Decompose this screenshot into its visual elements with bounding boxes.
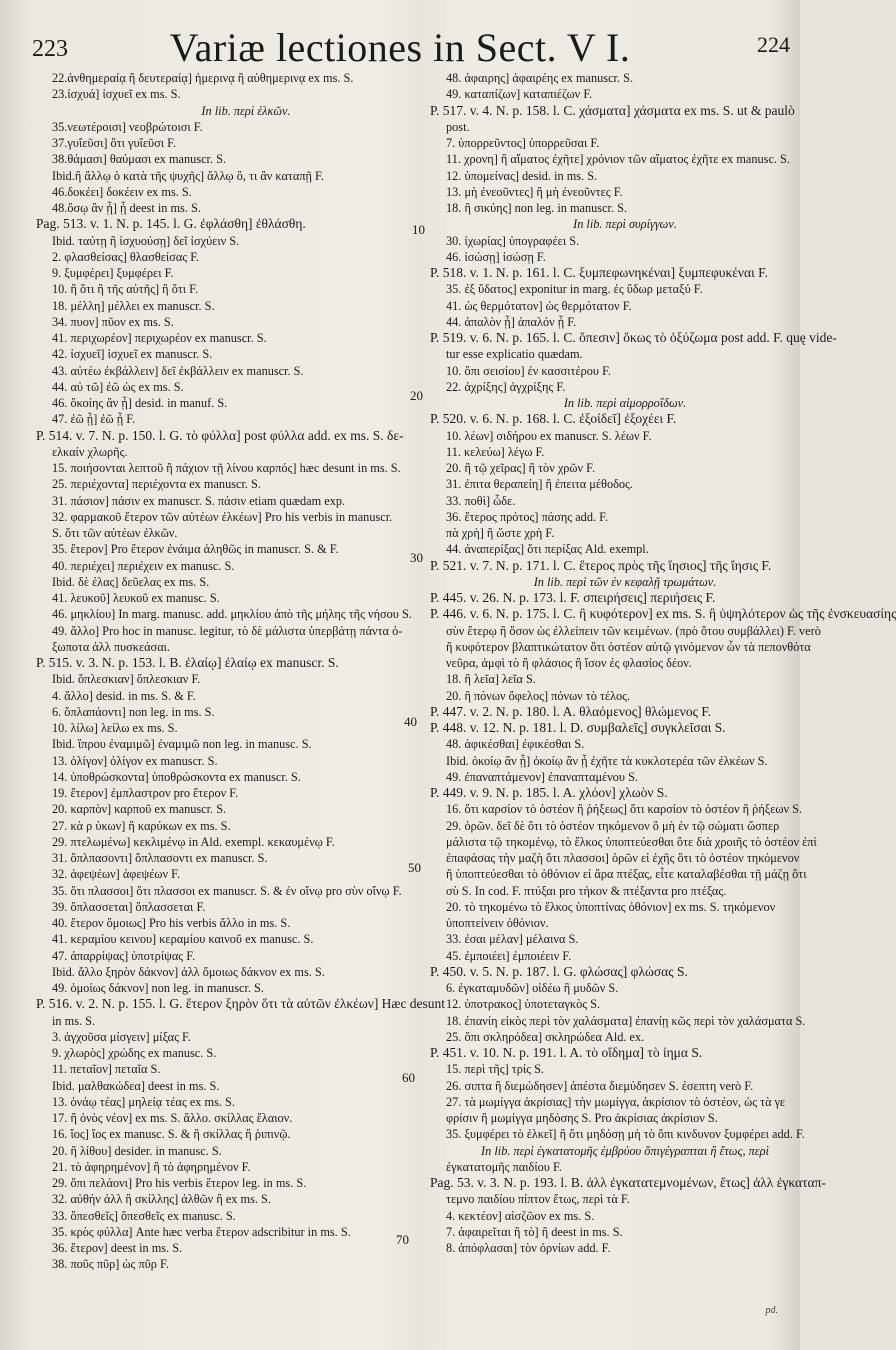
text-line: 12. ὑπομείνας] desid. in ms. S. xyxy=(446,168,598,183)
text-line: 42. ἰσχυεῖ] ἰσχυεῖ ex manuscr. S. xyxy=(52,347,213,362)
text-line: Ibid. ἵπρου ἐναμιμῶ] ἐναμιμῶ non leg. in manusc. S. xyxy=(52,737,312,752)
text-line: 39. ὅπλασσεται] ὅπλασσεται F. xyxy=(52,899,206,914)
text-line: 36. ἕτερος πρότος] πάσης add. F. xyxy=(446,509,609,524)
text-line: 36. ἕτερον] deest in ms. S. xyxy=(52,1241,183,1255)
text-line: 48.ὅσῳ ἂν ᾖ] ᾖ deest in ms. S. xyxy=(52,201,201,215)
text-line: 11. χρονη] ἢ αἵματος ἐχῆτε] χρόνιον τῶν αἵματος ἐχῆτε ex manusc. S. xyxy=(446,152,790,167)
text-line: 46. μηκλίου] In marg. manusc. add. μηκλίου ἀπὸ τῆς μήλης τῆς νήσου S. xyxy=(52,607,412,622)
text-line: P. 451. v. 10. N. p. 191. l. A. τὸ οἴδημα] τὸ ἰημα S. xyxy=(430,1045,703,1060)
page-number-right: 224 xyxy=(757,32,790,57)
text-line: 26. σιπτα ἢ διεμώδησεν] ἀπέστα διεμύδησεν S. ἐσεπτη verò F. xyxy=(446,1078,754,1093)
margin-line-number: 50 xyxy=(408,860,421,875)
text-line: 29. ὅπι πελάονι] Pro his verbis ἕτερον leg. in ms. S. xyxy=(52,1176,307,1190)
text-line: νεῦρα, ἀμφὶ τὸ ἢ φλάσιος ἢ ἴσον ἐς φλασίος δέον. xyxy=(446,656,692,670)
text-line: Ibid. ὁκοίῳ ἂν ᾖ] ὁκοίῳ ἂν ᾖ ἐχῆτε τὰ κυκλοτερέα τῶν ἐλκέων S. xyxy=(446,753,768,768)
text-line: P. 447. v. 2. N. p. 180. l. A. θλαόμενος] θλώμενος F. xyxy=(430,703,712,719)
text-line: 18. ἐπανίη εἰκὸς περὶ τὸν χαλάσματα] ἐπανίῃ κῶς περὶ τὸν χαλάσματα S. xyxy=(446,1013,806,1028)
text-line: 18. μέλλη] μέλλει ex manuscr. S. xyxy=(52,298,215,313)
text-line: 49. ὁμοίως δάκνον] non leg. in manuscr. S. xyxy=(52,981,264,995)
page-header xyxy=(0,14,800,70)
text-line: 35. ἐξ ὕδατος] exponitur in marg. ἐς ὕδωρ μεταξύ F. xyxy=(446,282,703,297)
text-line: 48. ἀφαιρης] ἀφαιρέης ex manuscr. S. xyxy=(446,71,634,85)
text-line: 9. ξυμφέρει] ξυμφέρει F. xyxy=(52,266,174,280)
text-line: 44. ἀπαλὸν ᾖ] ἁπαλόν ᾖ F. xyxy=(446,314,577,329)
text-line: 27. κὰ ρ ὑκων] ἢ καρύκων ex ms. S. xyxy=(52,818,231,833)
text-line: 35.νεωτέροισι] νεοβρώτοισι F. xyxy=(52,119,203,134)
text-line: Ibid. μαλθακώδεα] deest in ms. S. xyxy=(52,1078,220,1093)
text-line: P. 446. v. 6. N. p. 175. l. C. ἢ κυφότερον] ex ms. S. ἢ ὑψηλότερον ὡς τῆς ἐνσκευασίης xyxy=(430,606,896,622)
text-line: in ms. S. xyxy=(52,1013,96,1028)
text-line: σὺ S. In cod. F. πτύξαι pro τήκον & πτέξαντα pro πτέξας. xyxy=(446,883,727,898)
text-line: 46. ὅκοίης ἂν ᾖ] desid. in manuf. S. xyxy=(52,396,228,410)
text-line: 29. ὁρῶν. δεῖ δὲ ὅτι τὸ ὀστέον τηκόμενον ὅ μὴ ἐν τῷ σώματι ὥσπερ xyxy=(446,818,780,833)
text-line: 7. ἀφαιρεῖται ἢ τὸ] ἢ deest in ms. S. xyxy=(446,1224,623,1239)
text-line: 35. κρὸς φύλλα] Ante hæc verba ἕτερον adscribitur in ms. S. xyxy=(52,1224,351,1239)
text-line: P. 449. v. 9. N. p. 185. l. A. χλόον] χλωὸν S. xyxy=(430,785,668,800)
text-line: P. 519. v. 6. N. p. 165. l. C. ὅπεσιν] ὅκως τὸ ὀξύζωμα post add. F. quę vide- xyxy=(430,330,837,345)
text-line: Pag. 53. v. 3. N. p. 193. l. B. ἀλλ ἐγκατατεμνομένων, ἔτως] ἀλλ ἐγκαταπ- xyxy=(430,1175,826,1190)
text-line: In lib. περὶ ἐγκατατομῆς ἐμβρύου ὅπιγέγραπται ἢ ἔτως, περὶ xyxy=(481,1143,769,1158)
text-line: 9. χλωρὸς] χρώδης ex manusc. S. xyxy=(52,1046,217,1060)
text-line: 13. μὴ ἐνεοῦντες] ἢ μὴ ἐνεοῦντες F. xyxy=(446,184,623,199)
text-line: 21. τὸ ἀφηρημένον] ἢ τὸ ἀφηρημένον F. xyxy=(52,1159,251,1174)
text-line: post. xyxy=(446,119,470,134)
text-line: 27. τὰ μωμίγγα ἀκρίσιας] τὴν μωμίγγα, ἀκρίσιον τὸ ὀστέον, ὡς τὰ γε xyxy=(446,1094,786,1109)
text-line: Ibid. ταύτῃ ἢ ἰσχυούσῃ] δεῖ ἰσχύειν S. xyxy=(52,233,240,248)
text-line: 31. πάσιον] πάσιν ex manuscr. S. πάσιν etiam quædam exp. xyxy=(52,493,346,508)
text-line: τεμνο παιδίου πίπτον ἔτως, περὶ τὰ F. xyxy=(446,1192,630,1207)
text-line: 33. ποθὶ] ὧδε. xyxy=(446,493,516,508)
text-line: 40. ἕτερον ὅμοιως] Pro his verbis ἄλλο in ms. S. xyxy=(52,916,291,930)
text-line: 20. ἢ πόνων ὄφελος] πόνων τὸ τέλος. xyxy=(446,688,631,703)
text-line: Ibid. ὅπλεσκιαν] ὅπλεσκιαν F. xyxy=(52,672,201,687)
text-line: 41. ὡς θερμότατον] ὡς θερμότατον F. xyxy=(446,298,632,313)
text-line: ξωποτα ἀλλ πυσκεάσαι. xyxy=(52,639,171,654)
text-line: 20. ἢ τῷ χεῖρας] ἢ τὸν χρῶν F. xyxy=(446,461,596,475)
margin-line-number: 30 xyxy=(410,550,423,565)
margin-line-number: 60 xyxy=(402,1070,415,1085)
text-line: 49. ἄλλο] Pro hoc in manusc. legitur, τὸ δὲ μάλιστα ὑπερβάτῃ πάντα ὀ- xyxy=(52,623,403,638)
text-line: 41. κεραμίου κεινου] κεραμίου καινοῦ ex manusc. S. xyxy=(52,932,314,947)
text-line: 29. πτελωμένω] κεκλιμένῳ in Ald. exempl. κεκαυμένῳ F. xyxy=(52,834,335,849)
text-line: P. 520. v. 6. N. p. 168. l. C. ἐξοίδεῖ] ἐξοχέει F. xyxy=(430,411,677,427)
text-line: 41. περιχωρέον] περιχωρέον ex manuscr. S. xyxy=(52,331,267,345)
text-line: 11. πεταῖον] πεταῖα S. xyxy=(52,1062,161,1077)
text-line: 10. ἢ ὅτι ἢ τῆς αὐτῆς] ἢ ὅτι F. xyxy=(52,282,199,297)
text-line: 18. ἢ σικύης] non leg. in manuscr. S. xyxy=(446,201,628,215)
text-line: 13. ὀλίγον] ὀλίγον ex manuscr. S. xyxy=(52,753,218,768)
text-line: 45. ἐμποιέει] ἐμποιέειν F. xyxy=(446,948,572,963)
text-line: ἢ κυφότερον βλαπτικώτατον ὅτι ὀστέον αὐτῷ γινόμενον ὧν τὰ πεπονθότα xyxy=(446,639,811,654)
text-line: Ibid. δὲ ἐλας] δεῦελας ex ms. S. xyxy=(52,574,210,589)
page-number-left: 223 xyxy=(32,36,68,62)
text-line: Ibid.ἢ ἄλλῳ ὁ κατὰ τῆς ψυχῆς] ἄλλῳ ὃ, τι ἂν καταπῇ F. xyxy=(52,168,324,183)
text-line: ελκαίν χλωρῆς. xyxy=(52,444,128,459)
text-line: In lib. περὶ ἑλκῶν. xyxy=(201,103,291,118)
text-line: In lib. περὶ αἱμορροΐδων. xyxy=(563,396,687,410)
text-line: 44. ἀναπερίξας] ὅτι περίξας Ald. exempl. xyxy=(446,542,649,557)
text-line: ἐγκατατομῆς παιδίου F. xyxy=(446,1159,562,1174)
text-line: 8. ἀπόφλασαι] τὸν ὀρνίων add. F. xyxy=(446,1241,611,1255)
margin-line-number: 40 xyxy=(404,714,417,729)
text-line: σὺν ἕτερῳ ἢ ὅσον ὡς ἐλλείπειν τῶν κειμένων. (πρὸ ὅτου συμβάλλει) F. verò xyxy=(446,623,821,638)
margin-line-number: 20 xyxy=(410,388,423,403)
text-line: 25. ὅπι σκληρόδεα] σκληρώδεα Ald. ex. xyxy=(446,1029,645,1044)
text-line: 32. αὐθήν ἀλλ ἢ σκίλλης] ἀλθῶν ἢ ex ms. S. xyxy=(52,1192,271,1207)
text-line: 22.ἀνθημεραίᾳ ἢ δευτεραίᾳ] ἡμερινᾳ ἢ αὐθημερινᾳ ex ms. S. xyxy=(52,71,354,85)
text-line: 6. ὅπλαπάοντι] non leg. in ms. S. xyxy=(52,704,215,719)
text-line: πὰ χρὴ] ἢ ὥστε χρὴ F. xyxy=(446,526,555,540)
text-line: 47. ἀπαρρίψας] ὑποτρίψας F. xyxy=(52,948,196,963)
text-line: 46. ἰσώσῃ] ἰσώσῃ F. xyxy=(446,249,546,264)
text-line: 34. πυον] πῦον ex ms. S. xyxy=(52,314,174,329)
text-line: P. 516. v. 2. N. p. 155. l. G. ἕτερον ξηρὸν ὅτι τὰ αὐτῶν ἐλκέων] Hæc desunt xyxy=(36,996,446,1012)
text-line: 20. ἢ λίθου] desider. in manusc. S. xyxy=(52,1143,222,1158)
text-line: 4. ἄλλο] desid. in ms. S. & F. xyxy=(52,688,196,703)
text-line: 25. περιέχοντα] περιέχοντα ex manuscr. S. xyxy=(52,477,261,492)
text-line: P. 518. v. 1. N. p. 161. l. C. ξυμπεφωνηκέναι] ξυμπεφυκέναι F. xyxy=(430,265,768,280)
margin-line-number: 70 xyxy=(396,1232,409,1247)
text-line: 41. λευκοῦ] λευκοῦ ex manusc. S. xyxy=(52,591,220,605)
text-line: 3. ἀγχοῦσα μίσγειν] μίξας F. xyxy=(52,1029,191,1044)
text-line: P. 515. v. 3. N. p. 153. l. B. ἐλαίῳ] ἐλαίῳ ex manuscr. S. xyxy=(36,655,339,670)
text-line: P. 517. v. 4. N. p. 158. l. C. χάσματα] χάσματα ex ms. S. ut & paulò xyxy=(430,102,795,118)
text-line: 14. ὑποθρώσκοντα] ὑποθρώσκοντα ex manuscr. S. xyxy=(52,769,301,784)
text-line: 35. ὅτι πλασσοι] ὅτι πλασσοι ex manuscr. S. & ἐν οἴνῳ pro σὺν οἴνῳ F. xyxy=(52,883,402,898)
text-line: 11. κελεύω] λέγω F. xyxy=(446,444,545,459)
text-line: 10. ὅπι σεισίου] ἐν κασσιτέρου F. xyxy=(446,363,612,378)
text-line: 37.γυΐεῦσι] ὅτι γυΐεῦσι F. xyxy=(52,136,177,150)
text-line: 20. καρπὸν] καρποῦ ex manuscr. S. xyxy=(52,802,227,817)
text-line: ὑποπτείνειν ὀθόνιον. xyxy=(446,916,549,930)
text-line: ἐπαφάσας τὴν μαζὴ ὅτι πλασσοι] ὁρῶν εἰ ἐχῆς ὅτι τὸ ὀστέον τηκόμενον xyxy=(446,851,800,865)
corner-mark: pd. xyxy=(765,1305,778,1316)
text-line: 38. ποῦς πῦρ] ὡς πῦρ F. xyxy=(52,1257,169,1272)
text-line: P. 521. v. 7. N. p. 171. l. C. ἕτερος πρὸς τῆς ἴησιος] τῆς ἴησις F. xyxy=(430,557,772,573)
text-line: tur esse explicatio quædam. xyxy=(446,347,583,362)
text-line: 49. καταπίζων] καταπιέζων F. xyxy=(446,87,593,102)
right-column xyxy=(430,70,896,1256)
text-line: 33. ὅπεσθεῖς] ὅπεσθεῖς ex manusc. S. xyxy=(52,1208,236,1223)
text-line: 32. φαρμακοῦ ἕτερον τῶν αὐτέων ἐλκέων] Pro his verbis in manuscr. xyxy=(52,509,393,524)
text-line: P. 448. v. 12. N. p. 181. l. D. συμβαλεῖς] συγκλεῖσαι S. xyxy=(430,720,726,735)
text-line: 31. ὅπλπασοντι] ὅπλπασοντι ex manuscr. S. xyxy=(52,851,268,865)
text-line: P. 450. v. 5. N. p. 187. l. G. φλώσας] φλώσας S. xyxy=(430,963,688,979)
text-line: 35. ξυμφέρει τὸ ἐλκεῖ] ἢ ὅτι μηδόσῃ μὴ τὸ ὅπι κινδυνον ξυμφέρει add. F. xyxy=(446,1127,805,1142)
text-line: 19. ἕτερον] ἐμπλαστρον pro ἕτερον F. xyxy=(52,786,239,800)
text-line: In lib. περὶ τῶν ἐν κεφαλῇ τρωμάτων. xyxy=(533,574,717,589)
text-line: 33. ἐσαι μέλαν] μέλαινα S. xyxy=(446,932,579,947)
text-line: 49. ἐπαναπτάμενον] ἐπαναπταμένου S. xyxy=(446,769,639,784)
text-line: 38.θάμασι] θαύμασι ex manuscr. S. xyxy=(52,152,227,167)
text-line: P. 445. v. 26. N. p. 173. l. F. σπειρήσεις] περιήσεις F. xyxy=(430,590,716,605)
text-line: ἢ ὑποπτεύεσθαι τὸ ὀθόνιον εἰ ἄρα πτέξας, εἶτε καταλαβέσθαι τῇ μάζῃ ὅτι xyxy=(446,867,807,882)
text-line: Ibid. ἄλλο ξηρὸν δάκνον] ἀλλ ὅμοιως δάκνον ex ms. S. xyxy=(52,964,325,979)
text-line: 7. ὑπορρεῦντος] ὑπορρεῦσαι F. xyxy=(446,136,600,150)
text-line: 13. ὀνάῳ τέας] μηλείᾳ τέας ex ms. S. xyxy=(52,1094,235,1109)
text-line: 17. ἢ ὀνὸς νέον] ex ms. S. ἄλλο. σκίλλας ἔλαιον. xyxy=(52,1111,293,1125)
running-title: Variæ lectiones in Sect. V I. xyxy=(169,25,631,70)
text-line: 15. ποιήσονται λεπτοῦ ἢ πάχιον τῇ λίνου καρπός] hæc desunt in ms. S. xyxy=(52,461,401,475)
text-line: 10. λίλω] λείλω ex ms. S. xyxy=(52,721,178,735)
text-line: 15. περὶ τῆς] τρίς S. xyxy=(446,1062,544,1077)
text-line: S. ὅτι τῶν αὐτέων ἐλκῶν. xyxy=(52,526,178,540)
text-line: 22. ἀχρίξης] ἀγχρίξης F. xyxy=(446,379,566,394)
text-line: 32. ἀφεψέων] ἀφεψέων F. xyxy=(52,867,181,882)
text-line: 44. αὐ τῶ] ἐῶ ὡς ex ms. S. xyxy=(52,379,184,394)
text-line: μάλιστα τῷ τηκομένῳ, τὸ ἕλκος ὑποπτεύεσθαι ὅτε διὰ χροιῆς τὸ ὀστέον ἐπὶ xyxy=(446,834,817,849)
text-line: φρίσιν ἢ μωμίγγα μηδόσης S. Pro ἀκρίσιας ἀκρίσιον S. xyxy=(446,1111,718,1125)
text-line: 23.ἰσχυά] ἰσχυεῖ ex ms. S. xyxy=(52,87,181,102)
text-line: 43. αὐτέω ἐκβάλλειν] δεῖ ἐκβάλλειν ex manuscr. S. xyxy=(52,363,304,378)
text-line: 10. λέων] σιδήρου ex manuscr. S. λέων F. xyxy=(446,428,652,443)
text-line: 20. τὸ τηκομένω τὸ ἕλκος ὑποπτίνας ὀθόνιον] ex ms. S. τηκόμενον xyxy=(446,899,776,914)
text-line: 6. ἐγκαταμυδῶν] οἰδέω ἢ μυδῶν S. xyxy=(446,981,619,995)
text-line: 16. ἴος] ἴος ex manusc. S. & ἢ σκίλλας ἢ ῥιπινῷ. xyxy=(52,1127,291,1142)
text-line: 2. φλασθείσας] θλασθείσας F. xyxy=(52,249,200,264)
text-line: 18. ἢ λεῖα] λεῖα S. xyxy=(446,672,536,687)
text-line: 47. ἐῶ ᾖ] ἐῶ ᾖ F. xyxy=(52,412,136,427)
text-line: 30. ἰχωρίας] ὑπογραφέει S. xyxy=(446,233,580,248)
text-line: In lib. περὶ συρίγγων. xyxy=(573,217,677,232)
text-line: Pag. 513. v. 1. N. p. 145. l. G. ἐφλάσθη] ἐθλάσθη. xyxy=(36,216,306,232)
text-line: 40. περιέχει] περιέχειν ex manusc. S. xyxy=(52,558,235,573)
text-line: P. 514. v. 7. N. p. 150. l. G. τὸ φύλλα] post φύλλα add. ex ms. S. δε- xyxy=(36,427,404,443)
text-line: 16. ὅτι καρσίον τὸ ὀστέον ἢ ῥήξεως] ὅτι καρσίον τὸ ὀστέον ἢ ῥήξεων S. xyxy=(446,802,803,817)
margin-line-number: 10 xyxy=(412,222,425,237)
text-line: 4. κεκτέον] αἰσζῶον ex ms. S. xyxy=(446,1208,595,1223)
text-line: 48. ἀφικέσθαι] ἐφικέσθαι S. xyxy=(446,737,585,752)
text-line: 31. ἐπιτα θεραπείη] ἢ ἐπειτα μέθοδος. xyxy=(446,477,633,492)
text-line: 35. ἕτερον] Pro ἕτερον ἐνάιμα ἀληθῶς in manuscr. S. & F. xyxy=(52,542,339,557)
text-line: 12. ὑποτρακος] ὑποτεταγκὸς S. xyxy=(446,997,601,1012)
text-line: 46.δοκέει] δοκέειν ex ms. S. xyxy=(52,184,192,199)
